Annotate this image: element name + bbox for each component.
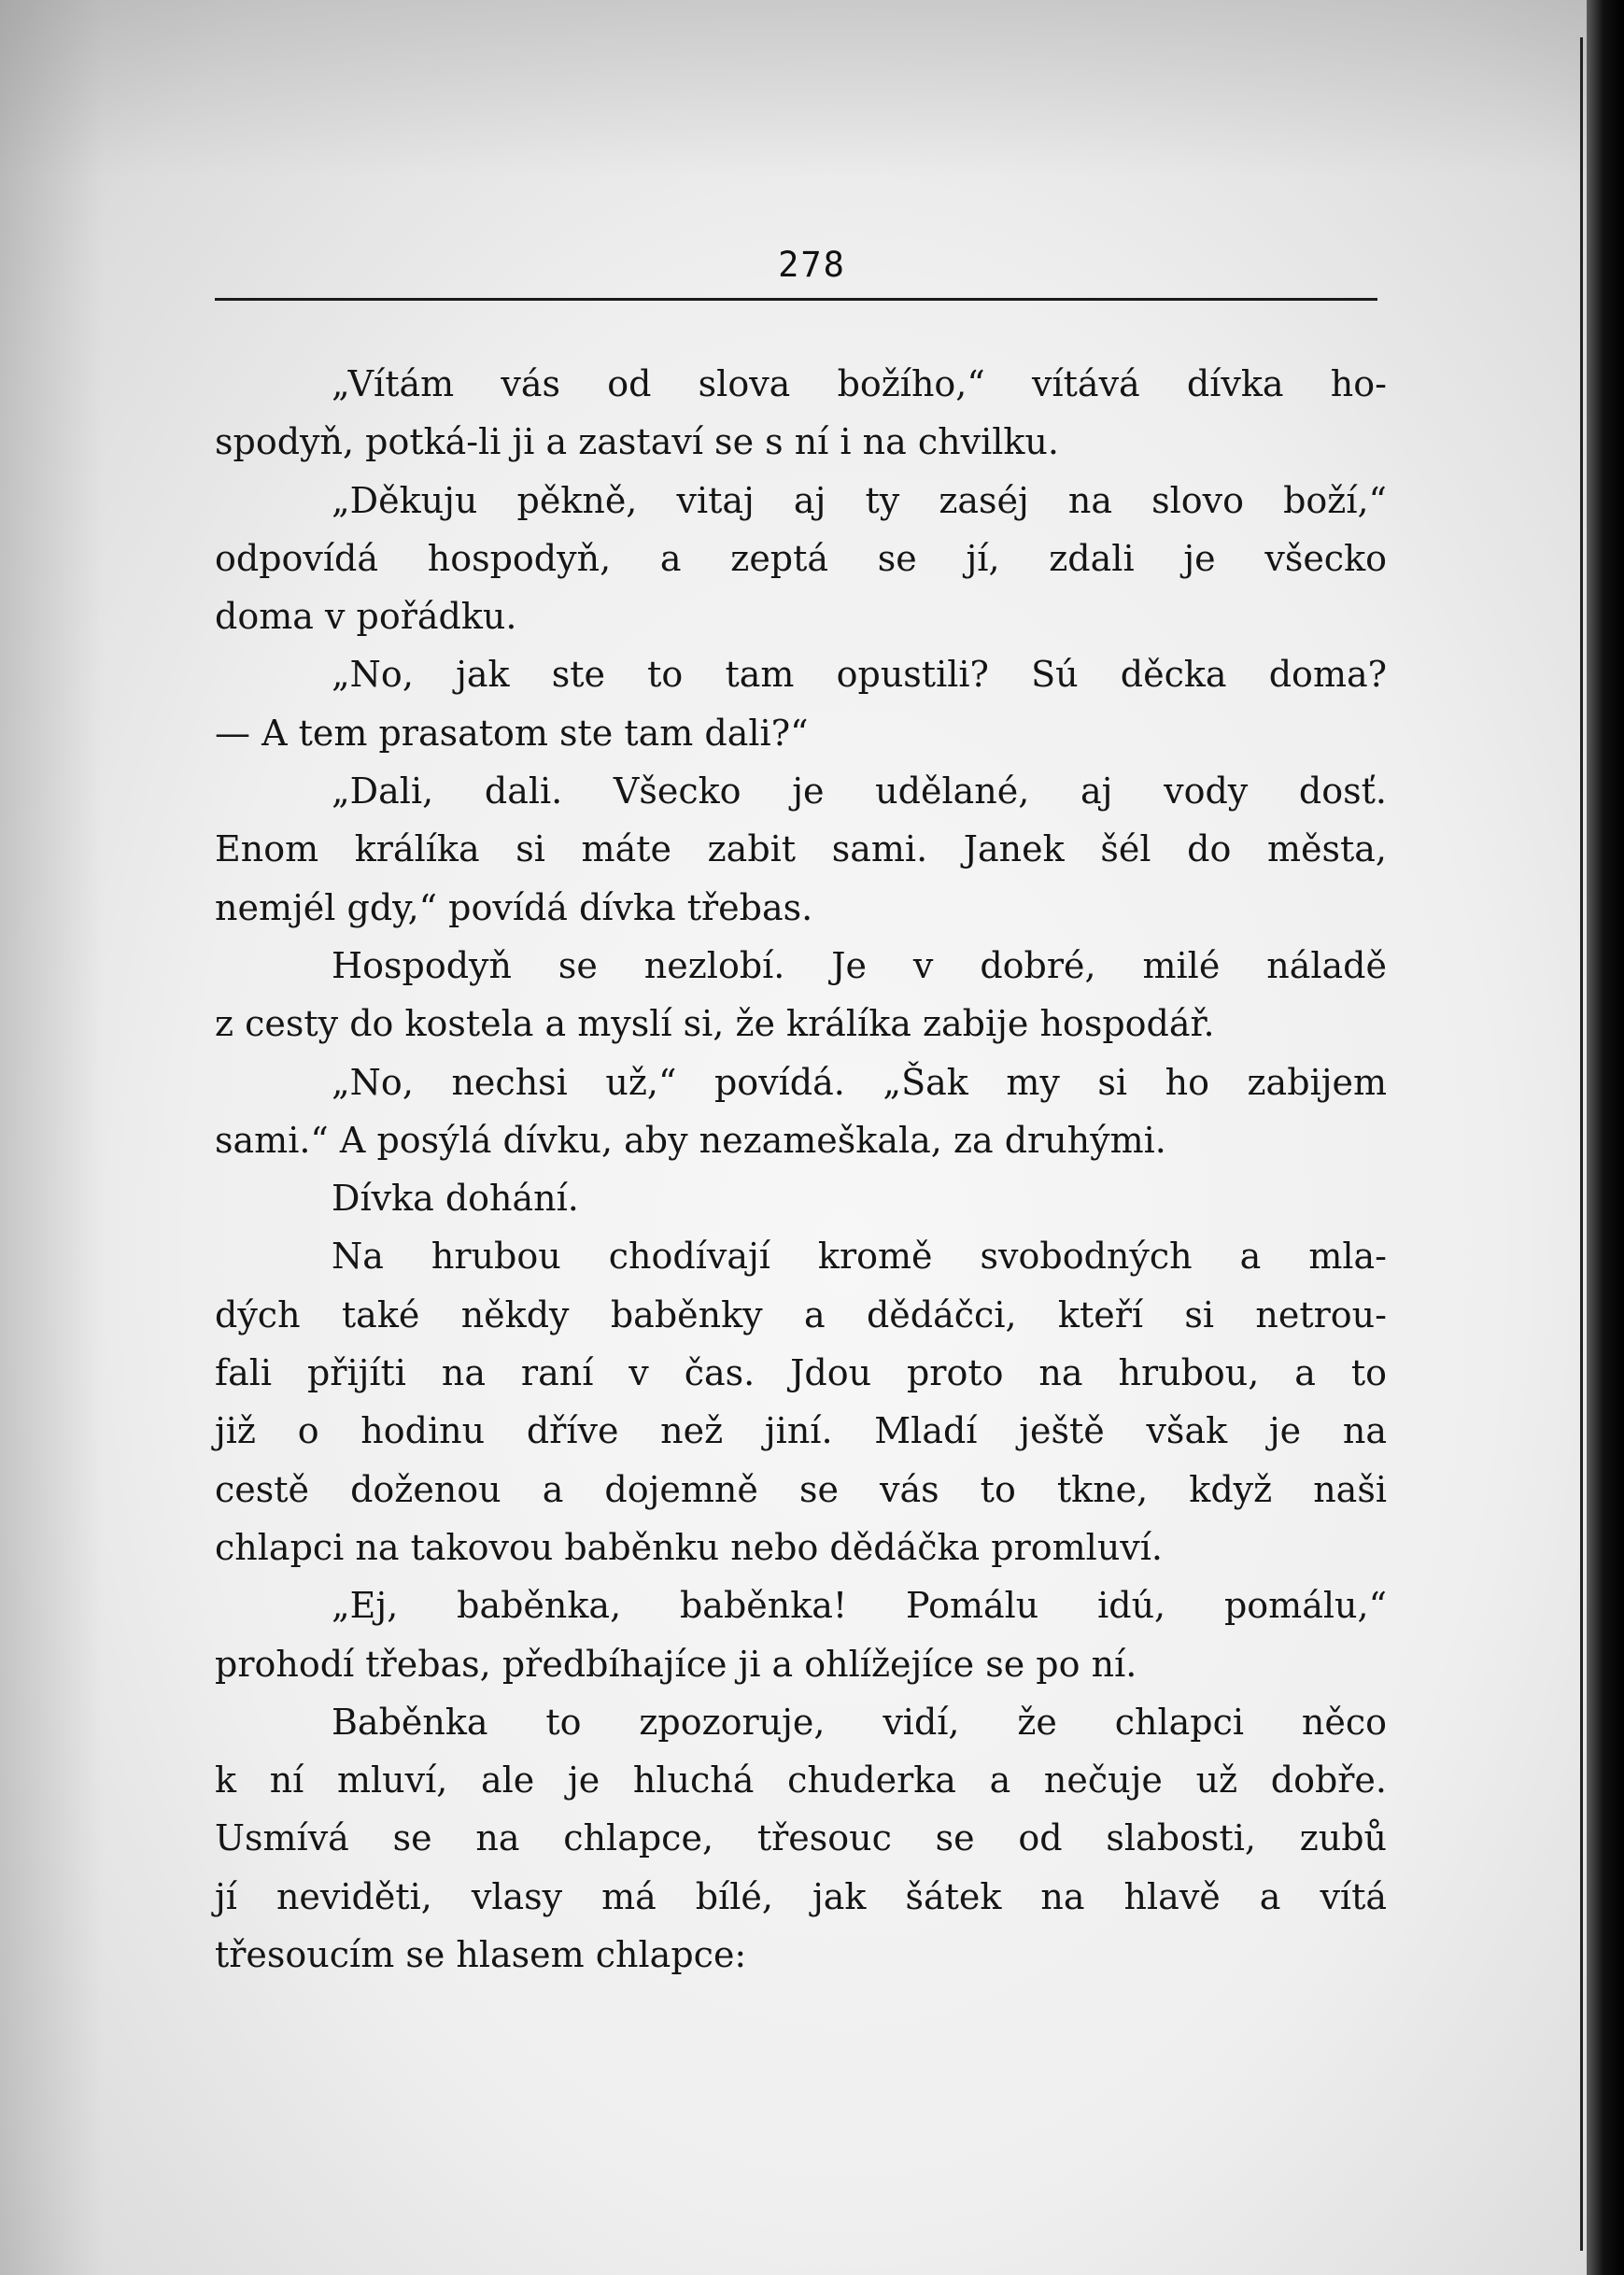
text-line: „No, jak ste to tam opustili? Sú děcka doma?: [332, 654, 1387, 696]
text-line: „No, nechsi už,“ povídá. „Šak my si ho zabijem: [332, 1061, 1387, 1103]
page-edge-line: [1580, 37, 1583, 2251]
text-line: již o hodinu dříve než jiní. Mladí ještě však je na: [215, 1410, 1387, 1452]
text-line: sami.“ A posýlá dívku, aby nezameškala, za druhými.: [215, 1119, 1166, 1161]
text-line: spodyň, potká-li ji a zastaví se s ní i na chvilku.: [215, 421, 1059, 463]
text-line: Enom králíka si máte zabit sami. Janek šél do města,: [215, 828, 1387, 870]
text-line: Na hrubou chodívají kromě svobodných a mla-: [332, 1236, 1387, 1278]
text-line: Dívka dohání.: [332, 1178, 579, 1220]
scan-shadow-left: [0, 0, 103, 2275]
text-line: „Vítám vás od slova božího,“ vítává dívka ho-: [332, 363, 1387, 404]
text-line: chlapci na takovou baběnku nebo dědáčka promluví.: [215, 1526, 1163, 1568]
text-line: Usmívá se na chlapce, třesouc se od slabosti, zubů: [215, 1817, 1387, 1859]
text-line: cestě doženou a dojemně se vás to tkne, když naši: [215, 1468, 1387, 1510]
text-line: z cesty do kostela a myslí si, že králíka zabije hospodář.: [215, 1003, 1215, 1045]
text-line: Baběnka to zpozoruje, vidí, že chlapci něco: [332, 1701, 1387, 1743]
header-rule: [215, 298, 1377, 301]
text-line: k ní mluví, ale je hluchá chuderka a nečuje už dobře.: [215, 1759, 1387, 1802]
text-line: „Dali, dali. Všecko je udělané, aj vody dosť.: [332, 770, 1387, 812]
text-line: nemjél gdy,“ povídá dívka třebas.: [215, 886, 813, 928]
text-line: třesoucím se hlasem chlapce:: [215, 1934, 747, 1976]
text-line: prohodí třebas, předbíhajíce ji a ohlížejíce se po ní.: [215, 1643, 1137, 1685]
text-line: dých také někdy baběnky a dědáčci, kteří si netrou-: [215, 1293, 1387, 1335]
text-line: „Ej, baběnka, baběnka! Pomálu idú, pomálu,“: [332, 1585, 1387, 1627]
scan-shadow-top: [0, 0, 1624, 177]
page-number: 278: [778, 245, 846, 285]
text-line: odpovídá hospodyň, a zeptá se jí, zdali je všecko: [215, 537, 1387, 579]
text-line: fali přijíti na raní v čas. Jdou proto na hrubou, a to: [215, 1352, 1387, 1394]
text-line: — A tem prasatom ste tam dali?“: [215, 712, 809, 754]
text-line: „Děkuju pěkně, vitaj aj ty zaséj na slovo boží,“: [332, 479, 1387, 521]
body-text: [215, 355, 1387, 1984]
text-line: jí neviděti, vlasy má bílé, jak šátek na hlavě a vítá: [215, 1875, 1387, 1917]
text-line: Hospodyň se nezlobí. Je v dobré, milé náladě: [332, 944, 1387, 986]
page-dark-edge: [1587, 0, 1624, 2275]
text-line: doma v pořádku.: [215, 596, 517, 638]
